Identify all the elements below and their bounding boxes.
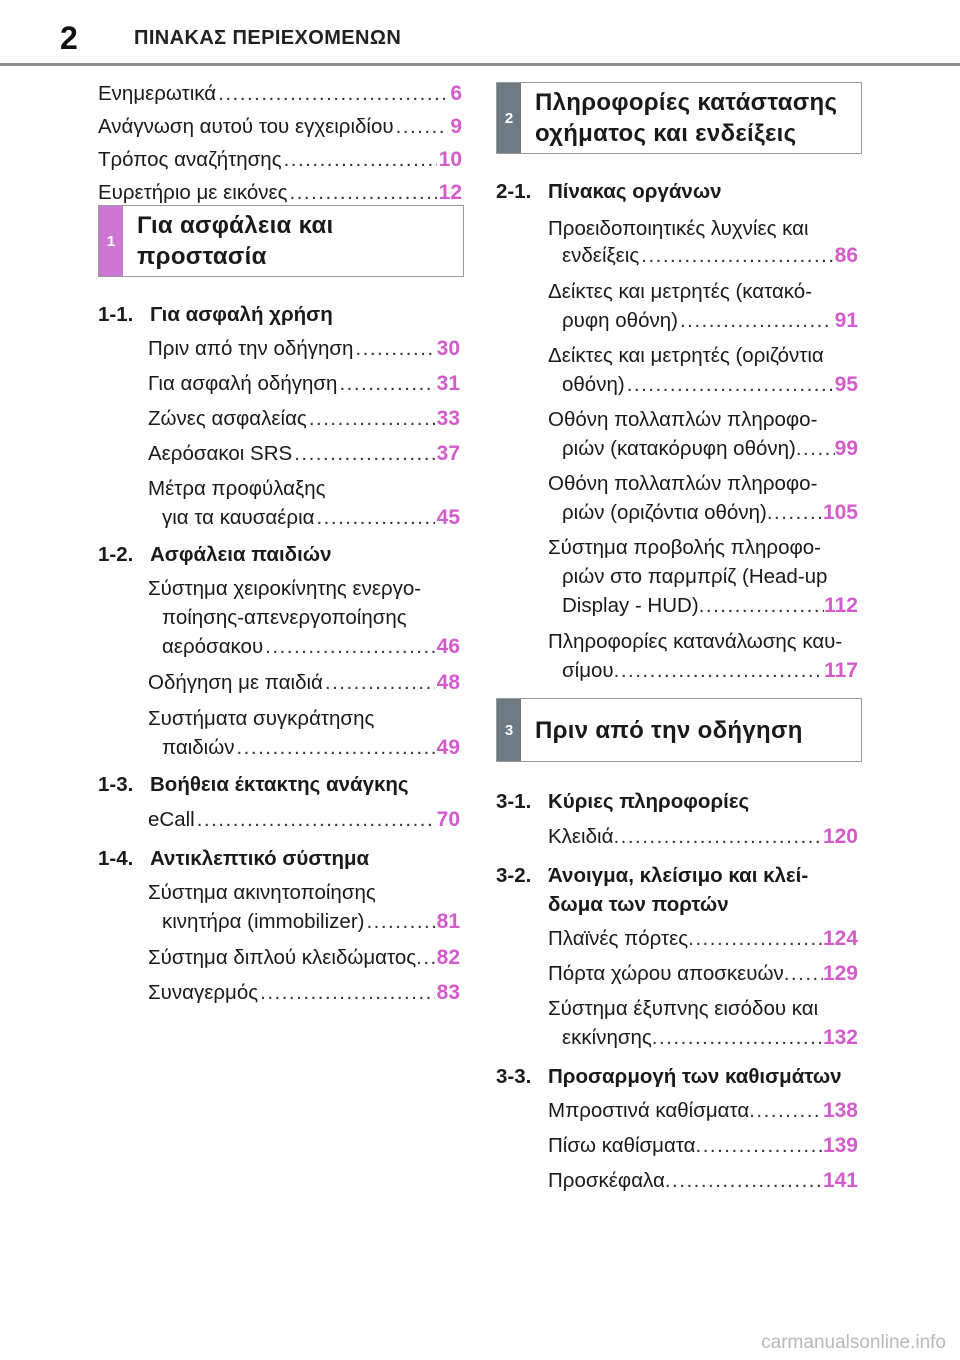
toc-entry[interactable]: Οδήγηση με παιδιά ..... 48 — [148, 670, 460, 696]
chapter-3-tab: 3 — [497, 699, 521, 761]
toc-entry-line: ποίησης-απενεργοποίησης — [162, 606, 407, 629]
toc-entry[interactable]: ενδείξεις ..... 86 — [562, 243, 858, 269]
toc-entry[interactable]: Ενημερωτικά ..... 6 — [98, 81, 462, 107]
page-link[interactable]: 83 — [436, 981, 460, 1004]
toc-entry[interactable]: Ανάγνωση αυτού του εγχειριδίου ..... 9 — [98, 114, 462, 140]
page-link[interactable]: 81 — [436, 910, 460, 933]
chapter-1-title: Για ασφάλεια και προστασία — [137, 212, 334, 270]
toc-entry[interactable]: ριών (κατακόρυφη οθόνη) ..... 99 — [562, 436, 858, 462]
page-link[interactable]: 120 — [822, 825, 858, 848]
toc-entry-line: Οθόνη πολλαπλών πληροφο- — [548, 472, 818, 495]
toc-entry[interactable]: εκκίνησης ..... 132 — [562, 1025, 858, 1051]
toc-entry-line: Πληροφορίες κατανάλωσης καυ- — [548, 630, 843, 653]
toc-entry[interactable]: Σύστημα διπλού κλειδώματος ..... 82 — [148, 945, 460, 971]
page-link[interactable]: 6 — [450, 82, 462, 105]
toc-entry[interactable]: παιδιών ..... 49 — [162, 735, 460, 761]
toc-entry[interactable]: Προσκέφαλα ..... 141 — [548, 1168, 858, 1194]
page-link[interactable]: 95 — [834, 373, 858, 396]
chapter-3-header[interactable] — [496, 698, 862, 762]
toc-entry-line: Προειδοποιητικές λυχνίες και — [548, 217, 809, 240]
section-heading[interactable]: 1-3. Βοήθεια έκτακτης ανάγκης — [98, 773, 409, 796]
toc-entry-line: ριών στο παρμπρίζ (Head-up — [562, 565, 828, 588]
toc-entry[interactable]: Για ασφαλή οδήγηση ..... 31 — [148, 371, 460, 397]
toc-entry[interactable]: Πλαϊνές πόρτες ..... 124 — [548, 926, 858, 952]
page-link[interactable]: 91 — [834, 309, 858, 332]
page-link[interactable]: 48 — [436, 671, 460, 694]
toc-entry-line: Σύστημα έξυπνης εισόδου και — [548, 997, 819, 1020]
toc-entry[interactable]: σίμου ..... 117 — [562, 658, 858, 684]
page-link[interactable]: 49 — [436, 736, 460, 759]
section-heading[interactable]: 1-2. Ασφάλεια παιδιών — [98, 543, 332, 566]
toc-entry[interactable]: Ευρετήριο με εικόνες ..... 12 — [98, 180, 462, 206]
section-heading[interactable]: 1-4. Αντικλεπτικό σύστημα — [98, 847, 370, 870]
toc-entry-line: Οθόνη πολλαπλών πληροφο- — [548, 408, 818, 431]
toc-entry[interactable]: eCall ..... 70 — [148, 807, 460, 833]
page-link[interactable]: 33 — [436, 407, 460, 430]
toc-entry[interactable]: Πριν από την οδήγηση ..... 30 — [148, 336, 460, 362]
page-link[interactable]: 12 — [438, 181, 462, 204]
chapter-2-tab: 2 — [497, 83, 521, 153]
page-header — [0, 0, 960, 66]
toc-entry-line: Δείκτες και μετρητές (οριζόντια — [548, 344, 824, 367]
header-title: ΠΙΝΑΚΑΣ ΠΕΡΙΕΧΟΜΕΝΩΝ — [134, 27, 402, 49]
page-link[interactable]: 30 — [436, 337, 460, 360]
toc-entry[interactable]: Πίσω καθίσματα ..... 139 — [548, 1133, 858, 1159]
toc-entry[interactable]: Display - HUD) ..... 112 — [562, 593, 858, 619]
chapter-2-header[interactable] — [496, 82, 862, 154]
toc-entry-line: Δείκτες και μετρητές (κατακό- — [548, 280, 813, 303]
toc-entry-line: Μέτρα προφύλαξης — [148, 477, 326, 500]
page-link[interactable]: 132 — [822, 1026, 858, 1049]
page-link[interactable]: 86 — [834, 244, 858, 267]
page-link[interactable]: 45 — [436, 506, 460, 529]
toc-entry-line: Σύστημα προβολής πληροφο- — [548, 536, 822, 559]
section-heading-line: δωμα των πορτών — [548, 893, 729, 916]
page-link[interactable]: 124 — [822, 927, 858, 950]
chapter-2-title: Πληροφορίες κατάστασης οχήματος και ενδείξεις — [535, 89, 838, 147]
page-link[interactable]: 117 — [824, 659, 858, 682]
page-link[interactable]: 99 — [834, 437, 858, 460]
page-link[interactable]: 105 — [822, 501, 858, 524]
section-heading[interactable]: 3-2. Άνοιγμα, κλείσιμο και κλεί- — [496, 864, 809, 887]
toc-entry[interactable]: Αερόσακοι SRS ..... 37 — [148, 441, 460, 467]
page-link[interactable]: 139 — [822, 1134, 858, 1157]
page-link[interactable]: 82 — [436, 946, 460, 969]
page-link[interactable]: 70 — [436, 808, 460, 831]
section-heading[interactable]: 3-1. Κύριες πληροφορίες — [496, 790, 750, 813]
toc-entry[interactable]: κινητήρα (immobilizer) ..... 81 — [162, 909, 460, 935]
toc-entry[interactable]: Συναγερμός ..... 83 — [148, 980, 460, 1006]
toc-entry[interactable]: Τρόπος αναζήτησης ..... 10 — [98, 147, 462, 173]
toc-entry[interactable]: αερόσακου ..... 46 — [162, 634, 460, 660]
section-heading[interactable]: 3-3. Προσαρμογή των καθισμάτων — [496, 1065, 842, 1088]
page-link[interactable]: 9 — [450, 115, 462, 138]
toc-entry[interactable]: για τα καυσαέρια ..... 45 — [162, 505, 460, 531]
page-link[interactable]: 10 — [438, 148, 462, 171]
page-link[interactable]: 46 — [436, 635, 460, 658]
toc-entry[interactable]: ριών (οριζόντια οθόνη) ..... 105 — [562, 500, 858, 526]
section-heading[interactable]: 2-1. Πίνακας οργάνων — [496, 180, 722, 203]
watermark: carmanualsonline.info — [761, 1332, 946, 1353]
page-number: 2 — [60, 20, 78, 56]
page-link[interactable]: 37 — [436, 442, 460, 465]
page-link[interactable]: 129 — [822, 962, 858, 985]
toc-entry[interactable]: ρυφη οθόνη) ..... 91 — [562, 308, 858, 334]
toc-entry[interactable]: οθόνη) ..... 95 — [562, 372, 858, 398]
toc-entry-line: Σύστημα χειροκίνητης ενεργο- — [148, 577, 422, 600]
toc-entry[interactable]: Πόρτα χώρου αποσκευών ..... 129 — [548, 961, 858, 987]
page-link[interactable]: 138 — [822, 1099, 858, 1122]
toc-entry[interactable]: Κλειδιά ..... 120 — [548, 824, 858, 850]
section-heading[interactable]: 1-1. Για ασφαλή χρήση — [98, 303, 333, 326]
toc-entry-line: Σύστημα ακινητοποίησης — [148, 881, 376, 904]
chapter-1-header[interactable] — [98, 205, 464, 277]
page-link[interactable]: 141 — [822, 1169, 858, 1192]
toc-entry-line: Συστήματα συγκράτησης — [148, 707, 375, 730]
page-link[interactable]: 31 — [436, 372, 460, 395]
page-link[interactable]: 112 — [824, 594, 858, 617]
chapter-3-title: Πριν από την οδήγηση — [535, 716, 803, 744]
toc-entry[interactable]: Μπροστινά καθίσματα ..... 138 — [548, 1098, 858, 1124]
chapter-1-tab: 1 — [99, 206, 123, 276]
header-divider — [0, 63, 960, 66]
toc-entry[interactable]: Ζώνες ασφαλείας ..... 33 — [148, 406, 460, 432]
